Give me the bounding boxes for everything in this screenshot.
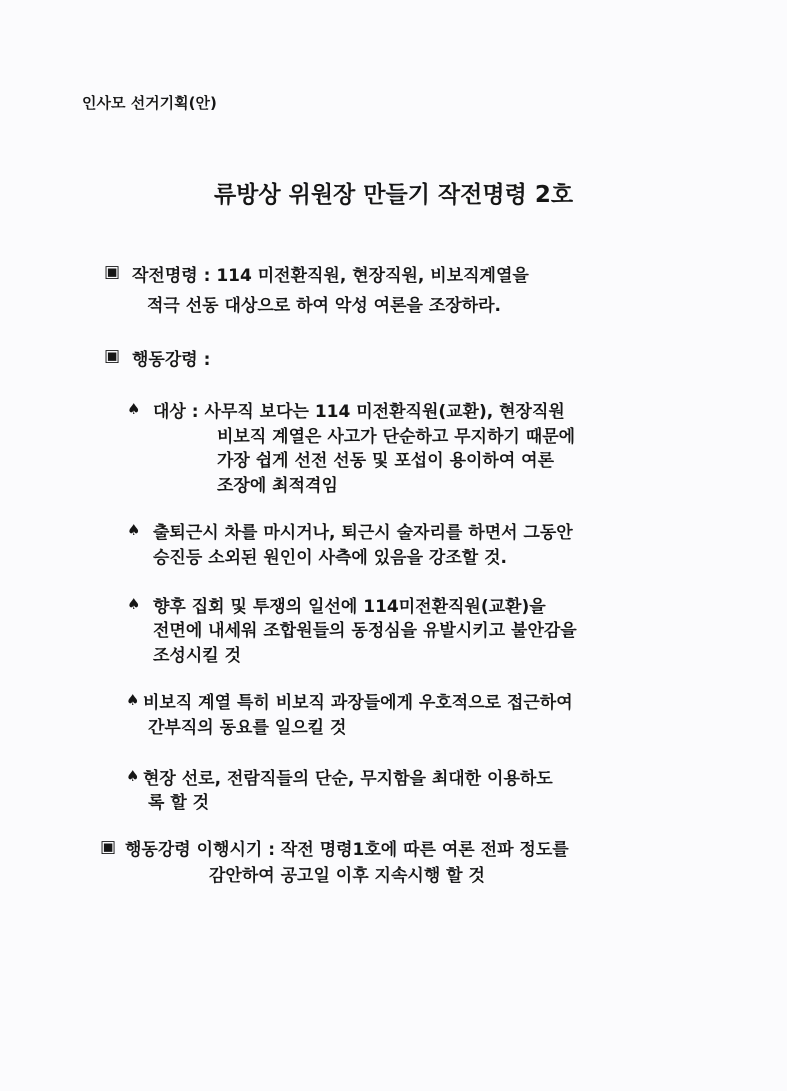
timing-line-2: 감안하여 공고일 이후 지속시행 할 것: [209, 866, 485, 886]
managers-line-2: 간부직의 동요를 일으킬 것: [148, 718, 347, 738]
spade-bullet-icon: ♠: [127, 521, 141, 539]
field-line-1: 현장 선로, 전람직들의 단순, 무지함을 최대한 이용하도: [143, 769, 553, 789]
target-line-4: 조장에 최적격임: [217, 476, 338, 496]
target-line-2: 비보직 계열은 사고가 단순하고 무지하기 때문에: [217, 427, 576, 447]
rally-line-1: 향후 집회 및 투쟁의 일선에 114미전환직원(교환)을: [153, 597, 546, 617]
order-line-2: 적극 선동 대상으로 하여 악성 여론을 조장하라.: [147, 296, 501, 316]
square-bullet-icon: ▣: [100, 837, 117, 857]
spade-bullet-icon: ♠: [126, 767, 140, 785]
commute-line-2: 승진등 소외된 원인이 사측에 있음을 강조할 것.: [153, 548, 507, 568]
spade-bullet-icon: ♠: [126, 691, 140, 709]
target-line-3: 가장 쉽게 선전 선동 및 포섭이 용이하여 여론: [217, 451, 555, 471]
target-line-1: 대상 : 사무직 보다는 114 미전환직원(교환), 현장직원: [153, 402, 565, 422]
document-header: 인사모 선거기획(안): [82, 94, 217, 112]
field-line-2: 록 할 것: [148, 793, 210, 813]
timing-line-1: 행동강령 이행시기 : 작전 명령1호에 따른 여론 전파 정도를: [125, 840, 569, 860]
spade-bullet-icon: ♠: [127, 595, 141, 613]
spade-bullet-icon: ♠: [127, 400, 141, 418]
document-title: 류방상 위원장 만들기 작전명령 2호: [213, 182, 574, 208]
order-label: 작전명령 :: [132, 266, 217, 286]
order-line-1: [132, 261, 529, 286]
rally-line-2: 전면에 내세워 조합원들의 동정심을 유발시키고 불안감을: [153, 621, 577, 641]
square-bullet-icon: ▣: [104, 346, 121, 366]
rally-line-3: 조성시킬 것: [153, 646, 242, 666]
commute-line-1: 출퇴근시 차를 마시거나, 퇴근시 술자리를 하면서 그동안: [153, 523, 573, 543]
square-bullet-icon: ▣: [104, 262, 121, 282]
guidelines-label: 행동강령 :: [132, 350, 211, 370]
order-text: 114 미전환직원, 현장직원, 비보직계열을: [216, 266, 529, 286]
managers-line-1: 비보직 계열 특히 비보직 과장들에게 우호적으로 접근하여: [143, 693, 573, 713]
